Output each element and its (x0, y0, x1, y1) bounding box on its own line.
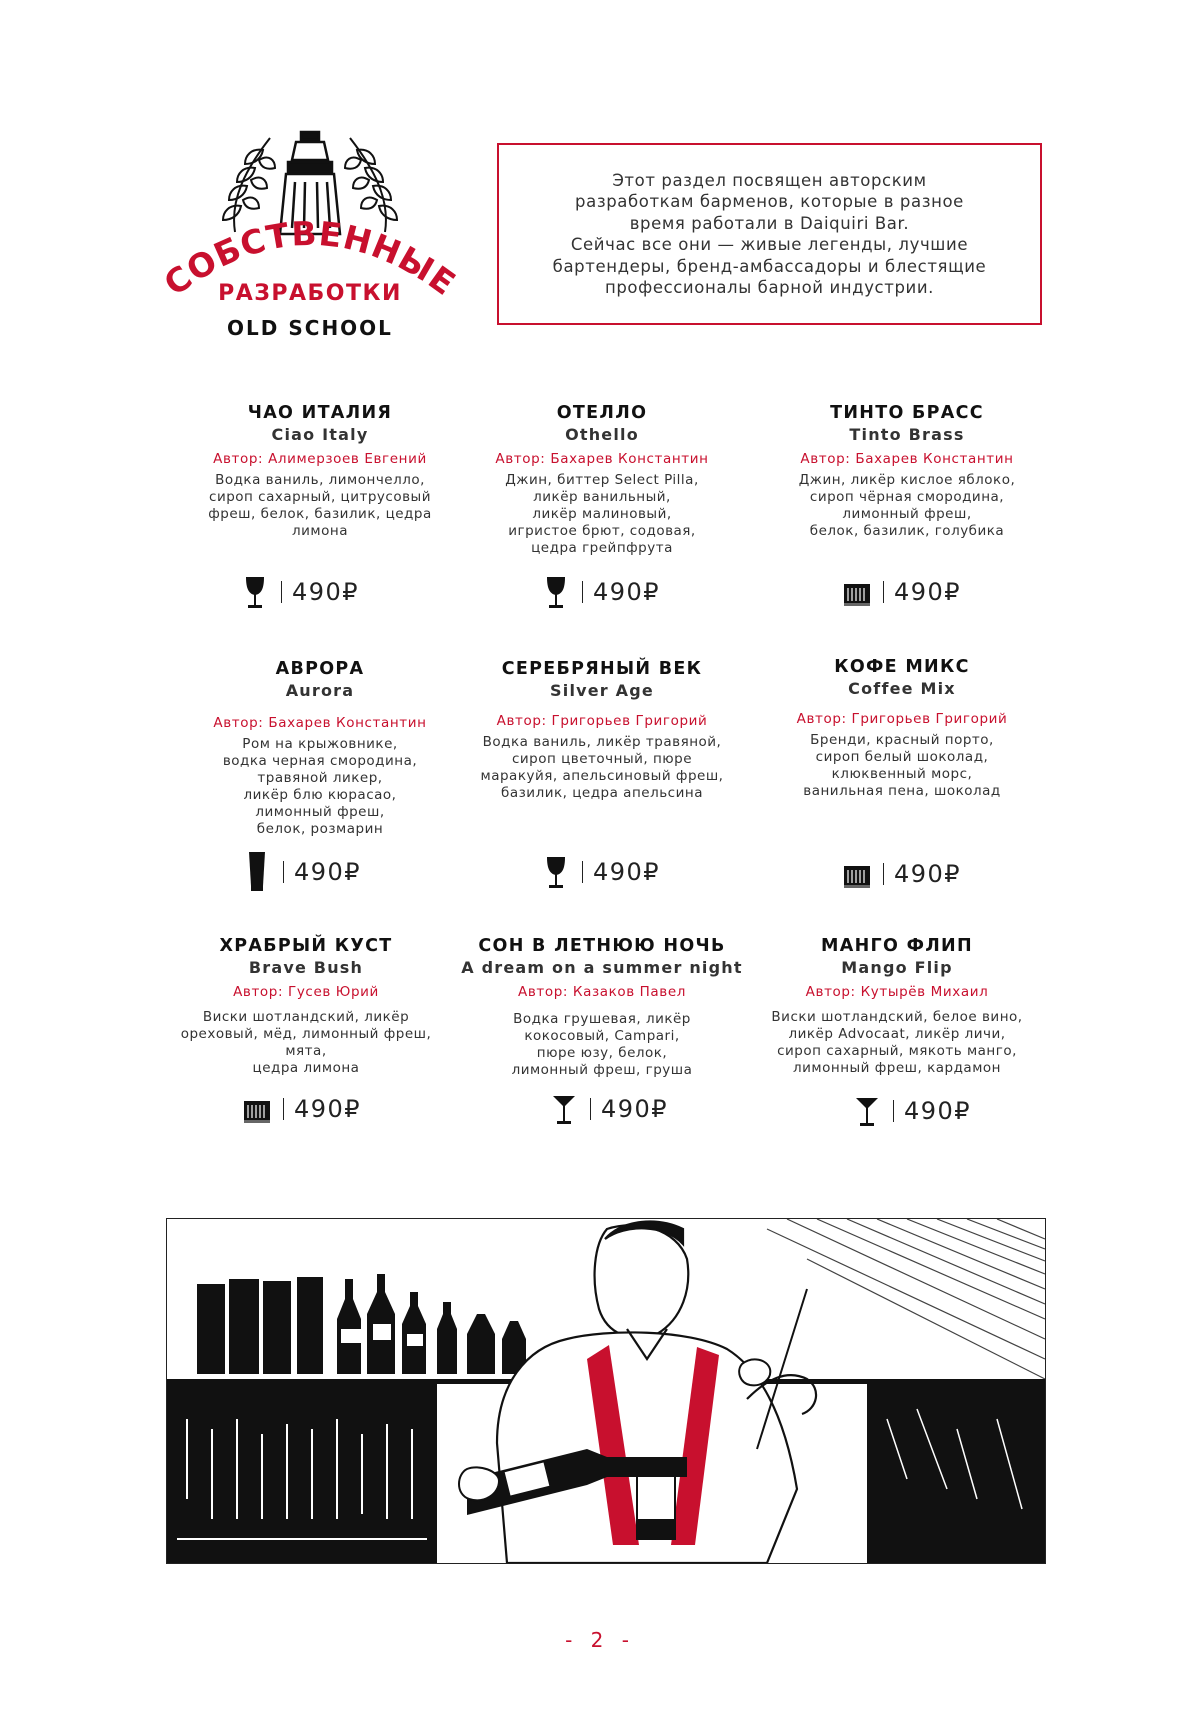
item-price: 490₽ (904, 1097, 972, 1125)
item-price: 490₽ (294, 858, 362, 886)
item-description: Ром на крыжовнике, водка черная смородина, травяной ликер, ликёр блю кюрасао, лимонный фреш, белок, розмарин (222, 736, 418, 837)
item-name-ru: КОФЕ МИКС (834, 657, 970, 677)
item-author: Автор: Бахарев Константин (213, 715, 427, 731)
item-price-row (243, 1089, 361, 1129)
rocks-glass-icon (843, 854, 871, 894)
item-name-ru: ОТЕЛЛО (556, 403, 648, 423)
highball-glass-icon (243, 852, 271, 892)
price-separator (283, 1098, 284, 1120)
item-description: Бренди, красный порто, сироп белый шоколад, клюквенный морс, ванильная пена, шоколад (803, 732, 1001, 799)
price-separator (281, 581, 282, 603)
item-name-ru: СЕРЕБРЯНЫЙ ВЕК (501, 659, 703, 679)
item-price: 490₽ (593, 858, 661, 886)
menu-item (437, 935, 767, 1079)
item-author: Автор: Бахарев Константин (495, 451, 709, 467)
item-description: Виски шотландский, белое вино, ликёр Advocaat, ликёр личи, сироп сахарный, мякоть манго, лимонный фреш, кардамон (771, 1009, 1023, 1076)
intro-line: разработкам барменов, которые в разное (575, 192, 964, 211)
menu-item (155, 658, 485, 838)
menu-item (437, 658, 767, 802)
item-author: Автор: Гусев Юрий (233, 984, 379, 1000)
item-price-row (243, 852, 361, 892)
item-description: Джин, биттер Select Pilla, ликёр ванильный, ликёр малиновый, игристое брют, содовая, цедра грейпфрута (505, 472, 699, 556)
item-price-row (853, 1091, 971, 1131)
menu-item (727, 935, 1067, 1077)
item-name-en: Brave Bush (248, 958, 364, 977)
wine-glass-icon (542, 572, 570, 612)
rocks-glass-icon (243, 1089, 271, 1129)
item-price-row (843, 854, 961, 894)
item-name-en: Silver Age (550, 681, 654, 700)
item-price: 490₽ (294, 1095, 362, 1123)
item-description: Водка ваниль, ликёр травяной, сироп цветочный, пюре маракуйя, апельсиновый фреш, базилик, цедра апельсина (480, 734, 724, 801)
price-separator (582, 581, 583, 603)
wine-glass-icon (241, 572, 269, 612)
item-name-en: A dream on a summer night (461, 958, 743, 977)
item-name-en: Ciao Italy (271, 425, 369, 444)
intro-line: Этот раздел посвящен авторским (612, 170, 927, 190)
item-name-ru: ЧАО ИТАЛИЯ (247, 403, 393, 423)
item-name-en: Coffee Mix (848, 679, 956, 698)
item-price: 490₽ (894, 578, 962, 606)
price-separator (893, 1100, 894, 1122)
item-description: Водка грушевая, ликёр кокосовый, Campari, пюре юзу, белок, лимонный фреш, груша (511, 1011, 693, 1078)
intro-line: профессионалы барной индустрии. (604, 278, 935, 297)
item-author: Автор: Казаков Павел (517, 984, 686, 1000)
item-price: 490₽ (601, 1095, 669, 1123)
item-price: 490₽ (593, 578, 661, 606)
bartender-pouring-cocktail-illustration (166, 1218, 1046, 1564)
item-price-row (550, 1089, 668, 1129)
menu-item (155, 402, 485, 540)
item-price-row (843, 572, 961, 612)
coupe-glass-icon (550, 1089, 578, 1129)
item-name-en: Mango Flip (841, 958, 953, 977)
item-price: 490₽ (894, 860, 962, 888)
item-name-ru: ТИНТО БРАСС (830, 403, 984, 423)
logo-line1: СОБСТВЕННЫЕ (156, 213, 464, 304)
menu-item (742, 402, 1072, 540)
item-name-en: Aurora (285, 681, 355, 700)
wine-glass-icon (542, 852, 570, 892)
rocks-glass-icon (843, 572, 871, 612)
item-name-en: Tinto Brass (849, 425, 965, 444)
item-price-row (542, 572, 660, 612)
item-name-en: Othello (565, 425, 639, 444)
item-description: Виски шотландский, ликёр ореховый, мёд, лимонный фреш, мята, цедра лимона (180, 1009, 432, 1076)
item-description: Джин, ликёр кислое яблоко, сироп чёрная смородина, лимонный фреш, белок, базилик, голубика (798, 472, 1016, 539)
logo-line3: OLD SCHOOL (227, 316, 393, 340)
item-name-ru: АВРОРА (275, 659, 365, 679)
logo-line2: РАЗРАБОТКИ (218, 281, 402, 306)
coupe-glass-icon (853, 1091, 881, 1131)
intro-line: бартендеры, бренд-амбассадоры и блестящие (552, 256, 987, 276)
item-name-ru: ХРАБРЫЙ КУСТ (219, 936, 393, 956)
intro-line: Сейчас все они — живые легенды, лучшие (570, 235, 969, 254)
item-price-row (241, 572, 359, 612)
intro-line: время работали в Daiquiri Bar. (629, 213, 910, 233)
price-separator (883, 581, 884, 603)
item-author: Автор: Алимерзоев Евгений (213, 451, 427, 467)
item-price: 490₽ (292, 578, 360, 606)
item-name-ru: СОН В ЛЕТНЮЮ НОЧЬ (478, 936, 726, 956)
section-logo (155, 120, 465, 350)
price-separator (283, 861, 284, 883)
price-separator (883, 863, 884, 885)
page-number: - 2 - (565, 1628, 635, 1652)
item-author: Автор: Кутырёв Михаил (805, 984, 989, 1000)
item-author: Автор: Бахарев Константин (800, 451, 1014, 467)
menu-item (141, 935, 471, 1077)
item-price-row (542, 852, 660, 892)
item-description: Водка ваниль, лимончелло, сироп сахарный, цитрусовый фреш, белок, базилик, цедра лимона (208, 472, 432, 539)
price-separator (582, 861, 583, 883)
intro-box (497, 143, 1042, 325)
item-name-ru: МАНГО ФЛИП (821, 936, 973, 956)
menu-item (437, 402, 767, 557)
menu-item (737, 656, 1067, 800)
item-author: Автор: Григорьев Григорий (796, 711, 1008, 727)
item-author: Автор: Григорьев Григорий (496, 713, 708, 729)
price-separator (590, 1098, 591, 1120)
